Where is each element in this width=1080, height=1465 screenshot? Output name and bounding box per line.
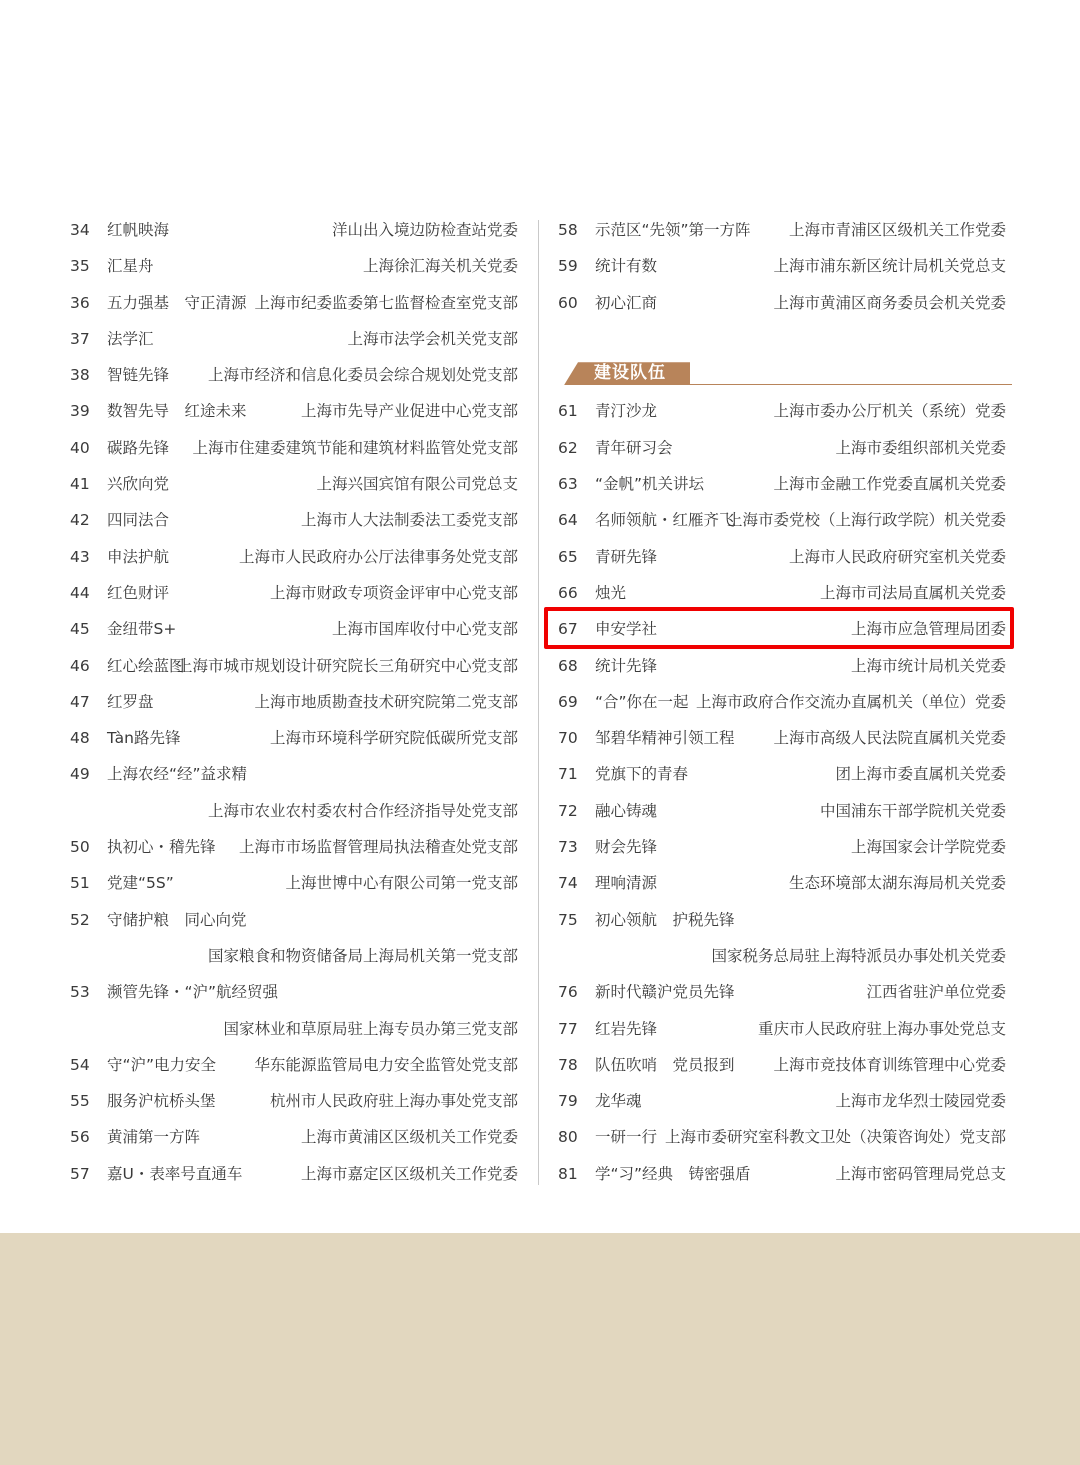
section-header [558,357,1008,393]
item-number: 51 [70,874,90,893]
list-item [558,430,1008,466]
item-number: 49 [70,765,90,784]
item-organization: 上海市人民政府办公厅法律事务处党支部 [238,547,518,566]
item-organization: 上海市城市规划设计研究院长三角研究中心党支部 [176,656,518,675]
item-organization: 上海市委党校（上海行政学院）机关党委 [726,511,1006,530]
list-item [558,575,1008,611]
item-number: 43 [70,547,90,566]
list-item [70,938,520,974]
right-column [558,212,1008,1192]
item-name: 初心领航 护税先锋 [595,910,735,929]
item-organization: 杭州市人民政府驻上海办事处党支部 [269,1092,518,1111]
item-name: “金帆”机关讲坛 [595,475,705,494]
item-number: 79 [558,1092,578,1111]
item-number: 39 [70,402,90,421]
item-number: 47 [70,692,90,711]
item-number: 38 [70,366,90,385]
item-name: 队伍吹哨 党员报到 [595,1055,735,1074]
item-name: 龙华魂 [595,1092,642,1111]
item-name: 五力强基 守正清源 [107,293,247,312]
item-name: 新时代赣沪党员先锋 [595,983,735,1002]
highlight-box [544,607,1014,649]
item-organization: 上海市先导产业促进中心党支部 [300,402,518,421]
item-name: 申法护航 [107,547,170,566]
list-item [70,393,520,429]
item-number: 66 [558,583,578,602]
item-organization: 洋山出入境边防检查站党委 [331,221,518,239]
list-item [70,756,520,792]
item-number: 68 [558,656,578,675]
list-item [70,720,520,756]
item-organization: 生态环境部太湖东海局机关党委 [788,874,1006,893]
list-item [70,321,520,357]
item-name: 邹碧华精神引领工程 [595,729,735,748]
list-item [558,248,1008,284]
item-name: 财会先锋 [595,838,658,857]
item-number: 37 [70,329,90,348]
item-number: 63 [558,475,578,494]
item-number: 59 [558,257,578,276]
item-organization: 上海市经济和信息化委员会综合规划处党支部 [207,366,518,385]
item-organization: 上海兴国宾馆有限公司党总支 [316,475,518,494]
item-name: 红帆映海 [107,221,170,239]
list-item [558,865,1008,901]
item-organization: 上海市农业农村委农村合作经济指导处党支部 [207,801,518,820]
item-organization: 上海徐汇海关机关党委 [362,257,518,276]
item-number: 72 [558,801,578,820]
item-name: 黄浦第一方阵 [107,1128,201,1147]
item-name: 学“习”经典 铸密强盾 [595,1164,751,1183]
item-organization: 重庆市人民政府驻上海办事处党总支 [757,1019,1006,1038]
item-organization: 上海市住建委建筑节能和建筑材料监管处党支部 [192,438,518,457]
item-number: 75 [558,910,578,929]
item-number: 80 [558,1128,578,1147]
item-organization: 上海市应急管理局团委 [850,620,1006,639]
item-number: 70 [558,729,578,748]
list-item [558,720,1008,756]
item-number: 61 [558,402,578,421]
item-name: 执初心・稽先锋 [107,838,216,857]
footer-band [0,1233,1080,1465]
item-number: 50 [70,838,90,857]
list-item [558,212,1008,248]
item-organization: 上海市法学会机关党支部 [347,329,518,348]
item-organization: 上海市竞技体育训练管理中心党委 [773,1055,1006,1074]
list-item [70,1119,520,1155]
item-name: 青研先锋 [595,547,658,566]
item-organization: 上海市黄浦区商务委员会机关党委 [773,293,1006,312]
item-organization: 江西省驻沪单位党委 [866,983,1006,1002]
item-name: 法学汇 [107,329,154,348]
item-name: 四同法合 [107,511,170,530]
list-item [70,285,520,321]
item-organization: 上海市纪委监委第七监督检查室党支部 [254,293,518,312]
item-name: 红色财评 [107,583,170,602]
item-name: 红罗盘 [107,692,154,711]
item-organization: 上海市密码管理局党总支 [835,1164,1006,1183]
list-item [558,684,1008,720]
item-name: 濒管先锋・“沪”航经贸强 [107,983,279,1002]
list-item [558,793,1008,829]
item-number: 56 [70,1128,90,1147]
list-item [70,1083,520,1119]
item-name: 一研一行 [595,1128,658,1147]
item-organization: 团上海市委直属机关党委 [835,765,1006,784]
item-name: 青年研习会 [595,438,673,457]
list-item [558,756,1008,792]
list-item [70,865,520,901]
list-item [558,1047,1008,1083]
list-item [558,466,1008,502]
item-name: 汇星舟 [107,257,154,276]
item-name: 初心汇商 [595,293,658,312]
list-item [558,502,1008,538]
item-name: 上海农经“经”益求精 [107,765,248,784]
list-item [70,648,520,684]
list-item [558,539,1008,575]
item-name: 守储护粮 同心向党 [107,910,247,929]
column-divider [538,220,539,1185]
list-item [558,1119,1008,1155]
item-number: 76 [558,983,578,1002]
list-item [70,430,520,466]
list-item [70,575,520,611]
item-number: 42 [70,511,90,530]
item-name: 统计先锋 [595,656,658,675]
item-name: 金纽带S+ [107,620,177,639]
item-name: 党旗下的青春 [595,765,689,784]
item-number: 60 [558,293,578,312]
item-organization: 上海市地质勘查技术研究院第二党支部 [254,692,518,711]
item-number: 71 [558,765,578,784]
list-item [558,1011,1008,1047]
item-number: 41 [70,475,90,494]
list-item [70,793,520,829]
blank-row [558,321,1008,357]
list-item [70,829,520,865]
item-name: 申安学社 [595,620,658,639]
item-organization: 上海市青浦区区级机关工作党委 [788,221,1006,239]
list-item [70,1156,520,1192]
item-number: 77 [558,1019,578,1038]
section-title: 建设队伍 [594,363,666,384]
item-number: 55 [70,1092,90,1111]
item-organization: 国家林业和草原局驻上海专员办第三党支部 [223,1019,518,1038]
section-rule [690,384,1012,385]
item-name: 服务沪杭桥头堡 [107,1092,216,1111]
item-name: 红心绘蓝图 [107,656,185,675]
list-item [70,502,520,538]
item-name: 融心铸魂 [595,801,658,820]
list-item [70,248,520,284]
item-number: 52 [70,910,90,929]
item-organization: 上海市司法局直属机关党委 [819,583,1006,602]
item-name: 理响清源 [595,874,658,893]
list-item [70,1011,520,1047]
item-number: 57 [70,1164,90,1183]
item-number: 46 [70,656,90,675]
list-item [70,539,520,575]
item-name: “合”你在一起 [595,692,689,711]
item-organization: 上海市政府合作交流办直属机关（单位）党委 [695,692,1006,711]
item-organization: 国家粮食和物资储备局上海局机关第一党支部 [207,946,518,965]
item-name: 嘉U・表率号直通车 [107,1164,243,1183]
item-number: 62 [558,438,578,457]
item-number: 78 [558,1055,578,1074]
item-name: 智链先锋 [107,366,170,385]
list-item [558,285,1008,321]
item-organization: 上海市国库收付中心党支部 [331,620,518,639]
item-organization: 上海市浦东新区统计局机关党总支 [773,257,1006,276]
list-item [70,357,520,393]
item-organization: 上海市高级人民法院直属机关党委 [773,729,1006,748]
item-organization: 上海市嘉定区区级机关工作党委 [300,1164,518,1183]
item-organization: 上海市市场监督管理局执法稽查处党支部 [238,838,518,857]
item-number: 67 [558,620,578,639]
list-item [558,393,1008,429]
list-item [70,1047,520,1083]
item-number: 81 [558,1164,578,1183]
item-organization: 上海市黄浦区区级机关工作党委 [300,1128,518,1147]
item-number: 44 [70,583,90,602]
item-number: 40 [70,438,90,457]
item-name: 数智先导 红途未来 [107,402,247,421]
list-item [70,212,520,248]
item-name: 党建“5S” [107,874,174,893]
item-organization: 上海世博中心有限公司第一党支部 [285,874,518,893]
item-organization: 上海市金融工作党委直属机关党委 [773,475,1006,494]
item-name: 青汀沙龙 [595,402,658,421]
item-name: 兴欣向党 [107,475,170,494]
left-column [70,212,520,1192]
item-organization: 上海国家会计学院党委 [850,838,1006,857]
item-organization: 上海市环境科学研究院低碳所党支部 [269,729,518,748]
item-organization: 华东能源监管局电力安全监管处党支部 [254,1055,518,1074]
list-item [558,902,1008,938]
item-number: 58 [558,221,578,239]
item-organization: 国家税务总局驻上海特派员办事处机关党委 [711,946,1006,965]
item-number: 65 [558,547,578,566]
item-number: 64 [558,511,578,530]
list-item [558,648,1008,684]
item-name: 名师领航・红雁齐飞 [595,511,735,530]
item-organization: 上海市人民政府研究室机关党委 [788,547,1006,566]
item-name: 统计有数 [595,257,658,276]
item-number: 53 [70,983,90,1002]
list-item [558,938,1008,974]
item-organization: 上海市委办公厅机关（系统）党委 [773,402,1006,421]
list-item [70,684,520,720]
list-item [558,974,1008,1010]
list-item [70,974,520,1010]
item-name: 示范区“先领”第一方阵 [595,221,751,239]
item-organization: 上海市龙华烈士陵园党委 [835,1092,1006,1111]
item-organization: 上海市人大法制委法工委党支部 [300,511,518,530]
item-name: 碳路先锋 [107,438,170,457]
item-number: 73 [558,838,578,857]
list-item [558,829,1008,865]
list-item [70,902,520,938]
item-name: 守“沪”电力安全 [107,1055,217,1074]
item-organization: 上海市统计局机关党委 [850,656,1006,675]
item-number: 45 [70,620,90,639]
list-item [70,466,520,502]
item-number: 48 [70,729,90,748]
item-number: 69 [558,692,578,711]
item-number: 36 [70,293,90,312]
item-organization: 上海市委研究室科教文卫处（决策咨询处）党支部 [664,1128,1006,1147]
item-number: 54 [70,1055,90,1074]
item-organization: 上海市委组织部机关党委 [835,438,1006,457]
item-organization: 上海市财政专项资金评审中心党支部 [269,583,518,602]
list-item [558,1156,1008,1192]
item-number: 74 [558,874,578,893]
item-name: 烛光 [595,583,627,602]
list-item [558,1083,1008,1119]
item-name: 红岩先锋 [595,1019,658,1038]
item-number: 35 [70,257,90,276]
item-number: 34 [70,221,90,239]
item-organization: 中国浦东干部学院机关党委 [819,801,1006,820]
list-item [70,611,520,647]
item-name: Tàn路先锋 [107,729,181,748]
